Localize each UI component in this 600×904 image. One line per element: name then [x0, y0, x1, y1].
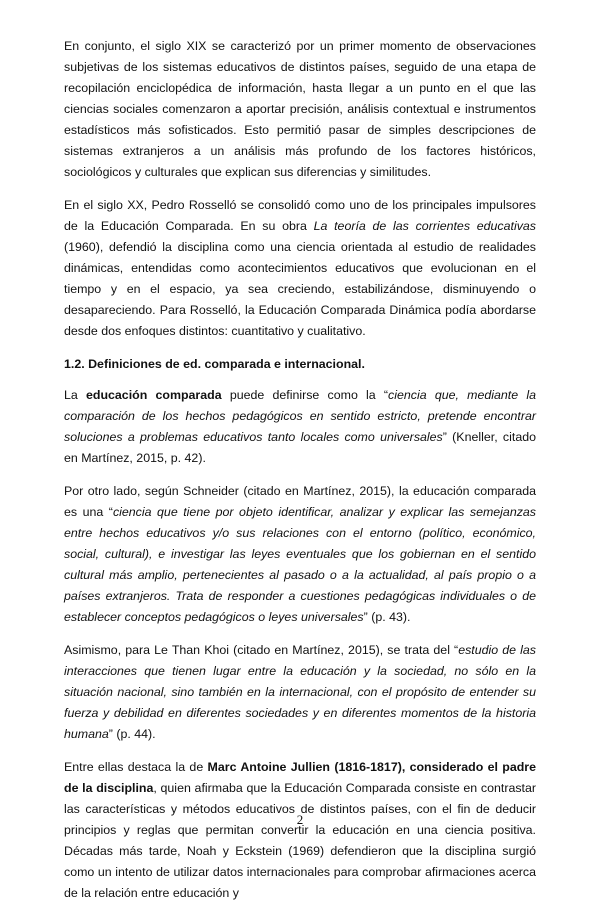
paragraph-jullien [64, 757, 536, 904]
paragraph-text: En el siglo XX, Pedro Rosselló se consolidó como uno de los principales impulsores de la Educación Comparada. En su obra [64, 198, 536, 233]
paragraph-text: puede definirse como la “ [221, 388, 389, 402]
bold-term: Marc Antoine Jullien (1816-1817), considerado el padre de la disciplina [64, 760, 536, 795]
paragraph-text: (1960), defendió la disciplina como una ciencia orientada al estudio de realidades dinámicas, entendidas como acontecimientos educativos que evolucionan en el tiempo y en el espacio, ya sea creciendo, estabilizándose, disminuyendo o desapareciendo. Para Rosselló, la Educación Comparada Dinámica podía abordarse desde dos enfoques distintos: cuantitativo y cualitativo. [64, 240, 536, 338]
paragraph-text: La [64, 388, 86, 402]
paragraph-text: , quien afirmaba que la Educación Comparada consiste en contrastar las características y métodos educativos de distintos países, con el fin de deducir principios y reglas que permitan convertir la educación en una ciencia positiva. Décadas más tarde, Noah y Eckstein (1969) defendieron que la disciplina surgió como un intento de utilizar datos internacionales para comprobar afirmaciones acerca de la relación entre educación y [64, 781, 537, 900]
citation: ” (p. 44). [108, 727, 156, 741]
paragraph-le-than-khoi-definition [64, 640, 536, 745]
bold-term: educación comparada [86, 388, 222, 402]
paragraph-schneider-definition [64, 481, 536, 628]
paragraph-text: Entre ellas destaca la de [64, 760, 208, 774]
book-title: La teoría de las corrientes educativas [313, 219, 536, 233]
paragraph-siglo-xix: En conjunto, el siglo XIX se caracterizó por un primer momento de observaciones subjetivas de los sistemas educativos de distintos países, seguido de una etapa de recopilación enciclopédica de información, hasta llegar a un punto en el que las ciencias sociales comenzaron a aportar precisión, análisis contextual e instrumentos estadísticos más sofisticados. Esto permitió pasar de simples descripciones de sistemas extranjeros a un análisis más profundo de los factores históricos, sociológicos y culturales que explican sus diferencias y similitudes. [64, 39, 536, 179]
paragraph-rossello [64, 195, 536, 342]
quotation: estudio de las interacciones que tienen lugar entre la educación y la sociedad, no sólo en la situación nacional, sino también en la internacional, con el propósito de entender su fuerza y debilidad en diferentes sociedades y en diferentes momentos de la historia humana [64, 643, 536, 741]
section-heading: 1.2. Definiciones de ed. comparada e internacional. [64, 357, 365, 371]
citation: ” (p. 43). [363, 610, 411, 624]
citation: ” (Kneller, citado en Martínez, 2015, p. 42). [64, 430, 536, 465]
quotation: ciencia que tiene por objeto identificar, analizar y explicar las semejanzas entre hechos educativos y/o sus relaciones con el entorno (político, económico, social, cultural), e investigar las leyes eventuales que los gobiernan en el sentido cultural más amplio, pertenecientes al pasado o a la actualidad, al país propio o a países extranjeros. Trata de responder a cuestiones pedagógicas individuales o de establecer conceptos pedagógicos o leyes universales [64, 505, 536, 624]
page-number: 2 [296, 812, 304, 827]
paragraph-kneller-definition [64, 385, 536, 469]
paragraph-text: Asimismo, para Le Than Khoi (citado en Martínez, 2015), se trata del “ [64, 643, 459, 657]
paragraph-text: Por otro lado, según Schneider (citado en Martínez, 2015), la educación comparada es una “ [64, 484, 536, 519]
quotation: ciencia que, mediante la comparación de los hechos pedagógicos en sentido estricto, pretende encontrar soluciones a problemas educativos tanto locales como universales [64, 388, 536, 444]
